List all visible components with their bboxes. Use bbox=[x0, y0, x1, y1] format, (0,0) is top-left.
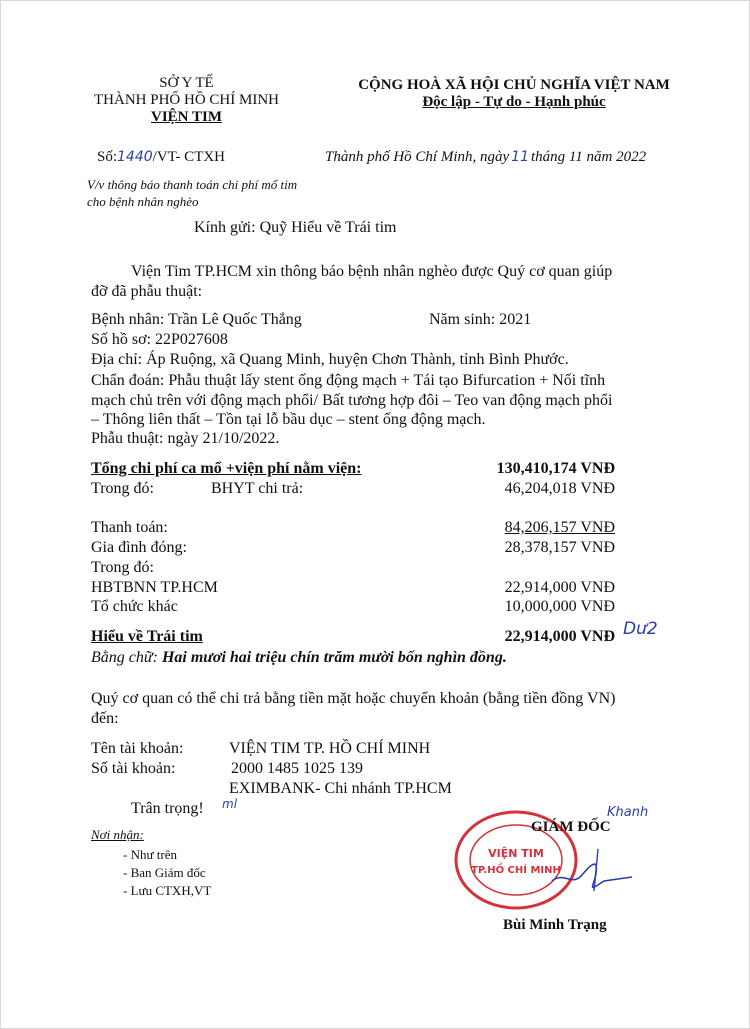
doc-date-day-handwritten: 11 bbox=[511, 149, 529, 165]
stamp-text-line-2: TP.HỒ CHÍ MINH bbox=[471, 865, 561, 876]
distribution-item: - Như trên bbox=[123, 847, 177, 862]
signature-title: GIÁM ĐỐC bbox=[531, 819, 611, 835]
family-label: Gia đình đóng: bbox=[91, 539, 187, 556]
diagnosis-line-2: mạch chủ trên với động mạch phổi/ Bất tương hợp đôi – Teo van động mạch phổi bbox=[91, 392, 613, 409]
doc-number-prefix: Số: bbox=[97, 149, 118, 165]
recipient: Kính gửi: Quỹ Hiểu về Trái tim bbox=[194, 219, 397, 236]
in-words-label: Bằng chữ: bbox=[91, 649, 158, 666]
distribution-item: - Ban Giám đốc bbox=[123, 865, 206, 880]
hbtbnn-label: HBTBNN TP.HCM bbox=[91, 579, 218, 596]
account-name-label: Tên tài khoản: bbox=[91, 740, 184, 757]
nation-line-2: Độc lập - Tự do - Hạnh phúc bbox=[422, 94, 606, 110]
diagnosis-line-1: Chẩn đoán: Phẫu thuật lấy stent ống động mạch + Tái tạo Bifurcation + Nối tĩnh bbox=[91, 372, 606, 389]
nation-block bbox=[339, 77, 689, 111]
payment-value: 84,206,157 VNĐ bbox=[504, 519, 615, 536]
patient-record-no: Số hồ sơ: 22P027608 bbox=[91, 331, 228, 348]
org-line-3: VIỆN TIM bbox=[151, 109, 222, 125]
in-words-value: Hai mươi hai triệu chín trăm mười bốn nghìn đồng. bbox=[161, 649, 507, 666]
doc-number bbox=[97, 149, 225, 166]
doc-number-handwritten: 1440 bbox=[117, 149, 153, 165]
payment-label: Thanh toán: bbox=[91, 519, 168, 536]
subject-line-2: cho bệnh nhân nghèo bbox=[87, 194, 199, 209]
subject-line-1: V/v thông báo thanh toán chi phí mổ tim bbox=[87, 177, 298, 192]
bank-name: EXIMBANK- Chi nhánh TP.HCM bbox=[229, 780, 452, 797]
intro-line-2: đỡ đã phẫu thuật: bbox=[91, 283, 203, 300]
total-cost-value: 130,410,174 VNĐ bbox=[496, 460, 615, 477]
other-org-label: Tổ chức khác bbox=[91, 598, 178, 615]
subject-block bbox=[87, 176, 297, 210]
fund-label: Hiểu về Trái tim bbox=[91, 628, 203, 645]
payment-info-line-1: Quý cơ quan có thể chi trả bằng tiền mặt hoặc chuyển khoản (bằng tiền đồng VN) bbox=[91, 690, 616, 707]
regards-initials-handwritten: ml bbox=[222, 797, 238, 811]
org-line-2: THÀNH PHỐ HỒ CHÍ MINH bbox=[94, 92, 279, 108]
org-line-1: SỞ Y TẾ bbox=[159, 75, 214, 91]
signature-title-note-handwritten: Khanh bbox=[607, 805, 649, 820]
account-no-label: Số tài khoản: bbox=[91, 760, 176, 777]
total-cost-label: Tổng chi phí ca mổ +viện phí nằm viện: bbox=[91, 460, 362, 477]
of-which-2-label: Trong đó: bbox=[91, 559, 154, 576]
doc-date-prefix: Thành phố Hồ Chí Minh, ngày bbox=[325, 149, 510, 165]
surgery-date: Phẫu thuật: ngày 21/10/2022. bbox=[91, 430, 280, 447]
intro-line-1: Viện Tim TP.HCM xin thông báo bệnh nhân nghèo được Quý cơ quan giúp bbox=[131, 263, 613, 280]
fund-value: 22,914,000 VNĐ bbox=[504, 628, 615, 645]
doc-number-suffix: /VT- CTXH bbox=[152, 149, 226, 165]
doc-date-suffix: tháng 11 năm 2022 bbox=[531, 149, 647, 165]
family-value: 28,378,157 VNĐ bbox=[504, 539, 615, 556]
distribution-item: - Lưu CTXH,VT bbox=[123, 883, 212, 898]
patient-birth-year: Năm sinh: 2021 bbox=[429, 311, 532, 328]
payment-info-line-2: đến: bbox=[91, 710, 119, 727]
patient-address: Địa chỉ: Áp Ruộng, xã Quang Minh, huyện Chơn Thành, tỉnh Bình Phước. bbox=[91, 351, 569, 368]
bhyt-value: 46,204,018 VNĐ bbox=[504, 480, 615, 497]
doc-date bbox=[325, 149, 646, 166]
of-which-label: Trong đó: bbox=[91, 480, 154, 497]
bhyt-label: BHYT chi trả: bbox=[211, 480, 304, 497]
stamp-text-line-1: VIỆN TIM bbox=[488, 847, 544, 860]
in-words bbox=[91, 649, 507, 667]
org-block bbox=[79, 75, 294, 126]
regards: Trân trọng! bbox=[131, 800, 204, 817]
account-name-value: VIỆN TIM TP. HỒ CHÍ MINH bbox=[229, 740, 431, 757]
patient-name: Bệnh nhân: Trần Lê Quốc Thắng bbox=[91, 311, 302, 328]
diagnosis-line-3: – Thông liên thất – Tồn tại lỗ bầu dục – stent ống động mạch. bbox=[91, 411, 486, 428]
hbtbnn-value: 22,914,000 VNĐ bbox=[504, 579, 615, 596]
nation-line-1: CỘNG HOÀ XÃ HỘI CHỦ NGHĨA VIỆT NAM bbox=[358, 77, 670, 93]
other-org-value: 10,000,000 VNĐ bbox=[504, 598, 615, 615]
fund-initials-handwritten: Dư2 bbox=[623, 619, 658, 639]
signature-scribble bbox=[546, 841, 636, 901]
distribution-title: Nơi nhận: bbox=[91, 827, 144, 842]
account-no-value: 2000 1485 1025 139 bbox=[231, 760, 363, 777]
signer-name: Bùi Minh Trạng bbox=[503, 917, 607, 933]
